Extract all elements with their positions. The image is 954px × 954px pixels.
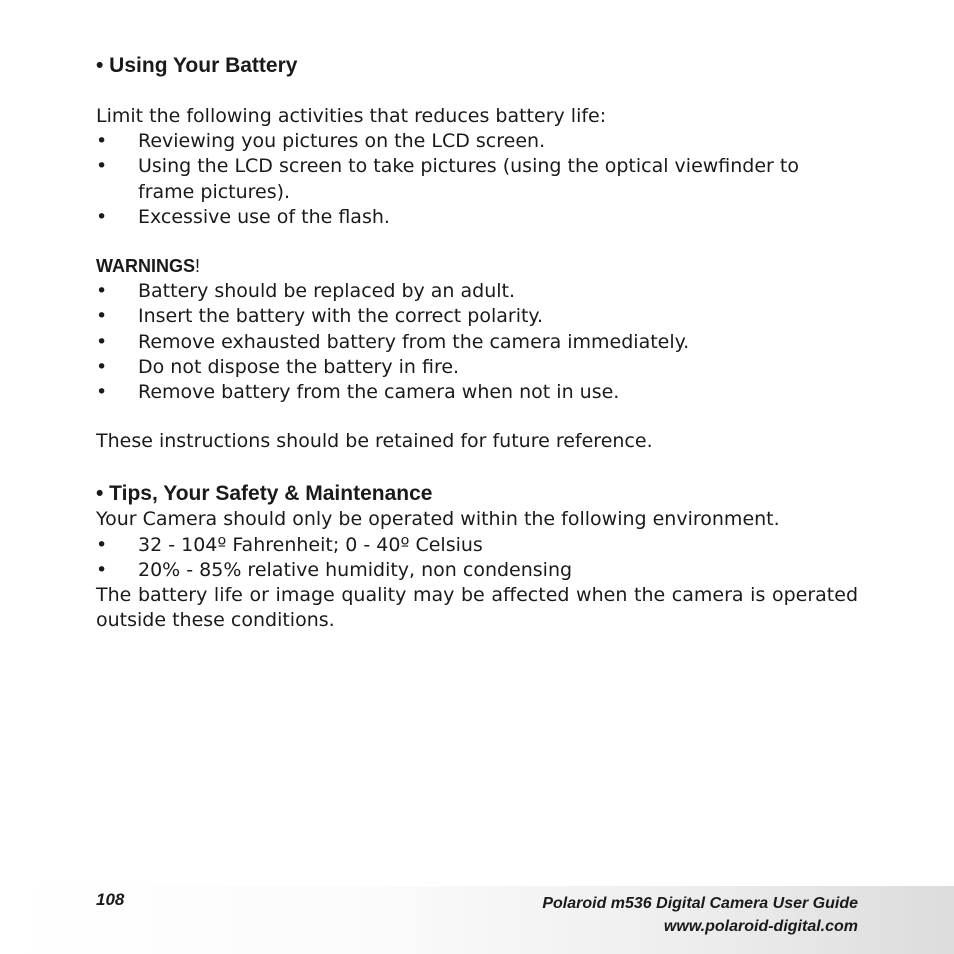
bullet-icon: • <box>96 130 108 153</box>
spacer <box>96 454 858 481</box>
website-link[interactable]: www.polaroid-digital.com <box>663 918 858 935</box>
section-heading-tips: • Tips, Your Safety & Maintenance <box>96 482 433 506</box>
bullet-icon: • <box>96 155 108 178</box>
bullet-icon: • <box>96 205 108 228</box>
warnings-list <box>96 279 858 405</box>
list-item <box>96 330 858 355</box>
bullet-icon: • <box>96 533 108 556</box>
list-item-text: Insert the battery with the correct polarity. <box>138 305 544 328</box>
list-item <box>96 380 858 405</box>
list-item <box>96 154 858 204</box>
document-body <box>96 53 858 633</box>
environment-conditions-list <box>96 533 858 583</box>
bullet-icon: • <box>96 330 108 353</box>
bullet-icon: • <box>96 280 108 303</box>
list-item <box>96 304 858 329</box>
warnings-label <box>96 254 858 279</box>
list-item-text: Remove exhausted battery from the camera immediately. <box>138 330 690 353</box>
bullet-icon: • <box>96 381 108 404</box>
tips-intro: Your Camera should only be operated within the following environment. <box>96 508 780 531</box>
spacer <box>96 405 858 429</box>
bullet-icon: • <box>96 305 108 328</box>
list-item <box>96 533 858 558</box>
page-number: 108 <box>96 890 125 909</box>
spacer <box>96 230 858 254</box>
list-item <box>96 558 858 583</box>
list-item <box>96 205 858 230</box>
list-item-text: Battery should be replaced by an adult. <box>138 280 516 303</box>
warnings-exclamation: ! <box>195 256 201 277</box>
list-item <box>96 279 858 304</box>
battery-intro: Limit the following activities that reduces battery life: <box>96 105 607 127</box>
list-item-text: Excessive use of the flash. <box>138 205 390 228</box>
tips-closing: The battery life or image quality may be affected when the camera is operated outside these conditions. <box>96 584 858 632</box>
guide-title: Polaroid m536 Digital Camera User Guide <box>542 895 858 912</box>
list-item-text: Using the LCD screen to take pictures (using the optical viewfinder to frame pictures). <box>138 155 799 203</box>
list-item-text: Reviewing you pictures on the LCD screen. <box>138 130 546 153</box>
list-item-text: Remove battery from the camera when not in use. <box>138 381 620 404</box>
list-item-text: 20% - 85% relative humidity, non condensing <box>138 558 573 581</box>
bullet-icon: • <box>96 558 108 581</box>
warnings-label-text: WARNINGS <box>96 256 195 277</box>
footer-info <box>542 892 858 938</box>
battery-activities-list <box>96 129 858 230</box>
bullet-icon: • <box>96 355 108 378</box>
list-item <box>96 129 858 154</box>
list-item-text: Do not dispose the battery in fire. <box>138 355 460 378</box>
retain-note: These instructions should be retained for future reference. <box>96 430 653 453</box>
list-item-text: 32 - 104º Fahrenheit; 0 - 40º Celsius <box>138 533 483 556</box>
spacer <box>96 79 858 104</box>
section-heading-battery: • Using Your Battery <box>96 54 298 77</box>
list-item <box>96 355 858 380</box>
